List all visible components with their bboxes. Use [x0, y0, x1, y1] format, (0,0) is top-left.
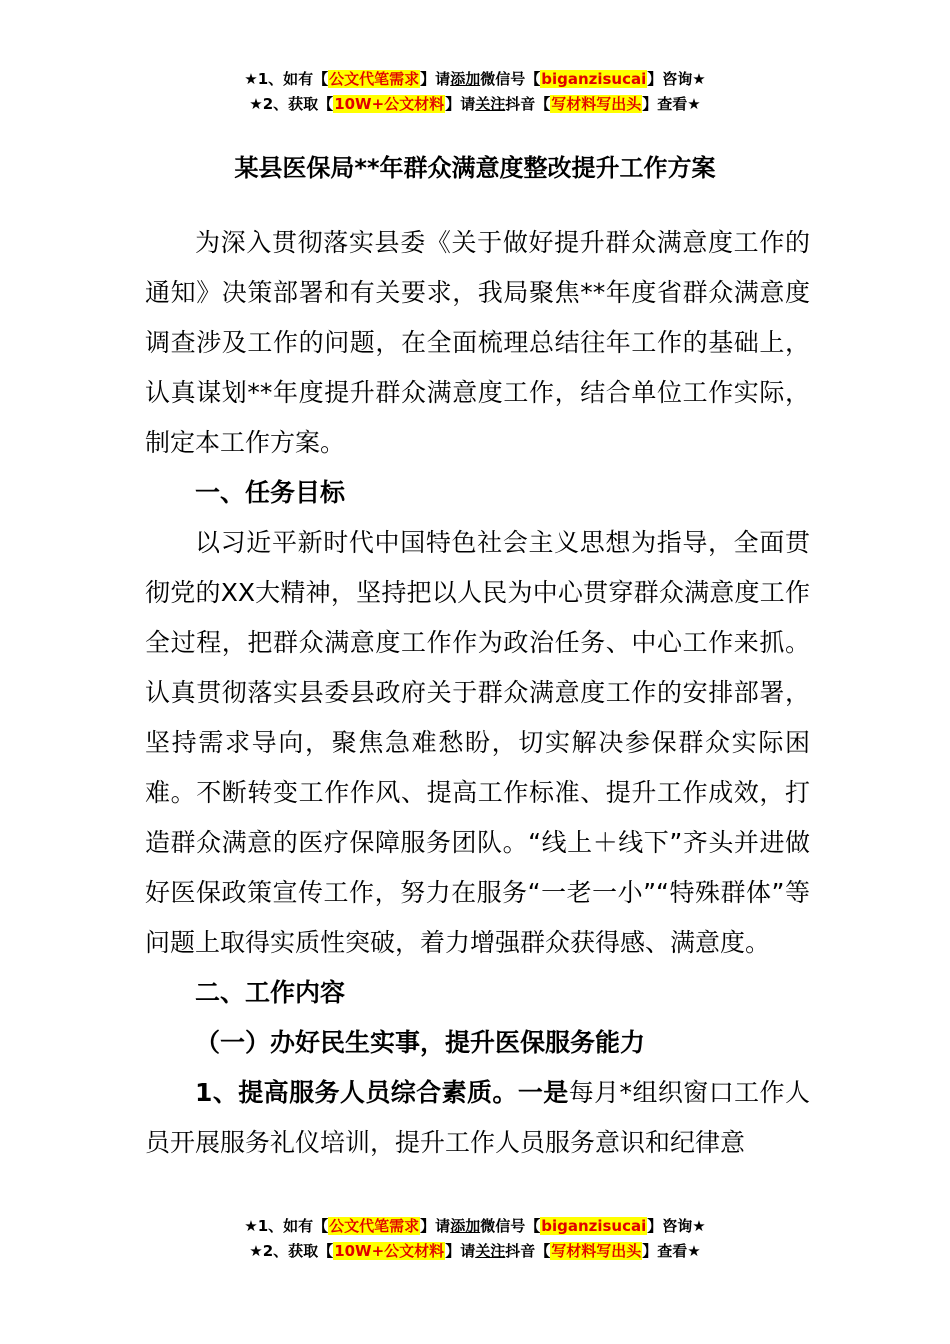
banner-highlight: 公文代笔需求 — [329, 70, 420, 88]
banner-text: 微信号【 — [480, 1217, 541, 1235]
banner-text: 抖音【 — [505, 95, 551, 113]
banner-highlight: 写材料写出头 — [551, 1242, 642, 1260]
item-lead: 1、提高服务人员综合素质。 — [195, 1078, 518, 1107]
banner-text: 】请 — [445, 1242, 476, 1260]
banner-text: 抖音【 — [505, 1242, 551, 1260]
intro-paragraph: 为深入贯彻落实县委《关于做好提升群众满意度工作的通知》决策部署和有关要求，我局聚焦**年度省群众满意度调查涉及工作的问题，在全面梳理总结往年工作的基础上，认真谋划**年度提升群众满意度工作，结合单位工作实际，制定本工作方案。 — [145, 228, 810, 457]
banner-text: 】请 — [420, 70, 451, 88]
banner-underline: 添加 — [450, 1217, 481, 1235]
banner-text: 】咨询★ — [647, 1217, 706, 1235]
subsection-heading: （一）办好民生实事，提升医保服务能力 — [195, 1028, 646, 1057]
header-banner — [0, 67, 950, 117]
banner-line-2 — [0, 1239, 950, 1264]
banner-highlight: biganzisucai — [541, 1217, 647, 1235]
banner-highlight: biganzisucai — [541, 70, 647, 88]
section-heading: 一、任务目标 — [195, 478, 346, 507]
banner-text: 】查看★ — [642, 95, 701, 113]
footer-banner — [0, 1214, 950, 1264]
item-marker: 一是 — [517, 1078, 569, 1107]
banner-text: 】请 — [420, 1217, 451, 1235]
section-heading: 二、工作内容 — [195, 978, 346, 1007]
document-title: 某县医保局**年群众满意度整改提升工作方案 — [234, 154, 716, 182]
banner-text: ★2、获取【 — [249, 95, 334, 113]
banner-highlight: 10W+公文材料 — [334, 1242, 445, 1260]
banner-highlight: 公文代笔需求 — [329, 1217, 420, 1235]
banner-line-2 — [0, 92, 950, 117]
banner-text: 】请 — [445, 95, 476, 113]
banner-highlight: 10W+公文材料 — [334, 95, 445, 113]
document-body — [145, 218, 810, 1168]
banner-text: ★2、获取【 — [249, 1242, 334, 1260]
section-paragraph: 以习近平新时代中国特色社会主义思想为指导，全面贯彻党的XX大精神，坚持把以人民为中心贯穿群众满意度工作全过程，把群众满意度工作作为政治任务、中心工作来抓。认真贯彻落实县委县政府关于群众满意度工作的安排部署，坚持需求导向，聚焦急难愁盼，切实解决参保群众实际困难。不断转变工作作风、提高工作标准、提升工作成效，打造群众满意的医疗保障服务团队。“线上＋线下”齐头并进做好医保政策宣传工作，努力在服务“一老一小”“特殊群体”等问题上取得实质性突破，着力增强群众获得感、满意度。 — [145, 528, 810, 957]
banner-text: ★1、如有【 — [244, 1217, 329, 1235]
banner-text: ★1、如有【 — [244, 70, 329, 88]
item-paragraph — [145, 1068, 810, 1168]
banner-underline: 关注 — [475, 95, 506, 113]
banner-text: 微信号【 — [480, 70, 541, 88]
banner-line-1 — [0, 1214, 950, 1239]
item-text: 每月*组织窗口工作人员开展服务礼仪培训，提升工作人员服务意识和纪律意 — [145, 1078, 810, 1157]
banner-text: 】查看★ — [642, 1242, 701, 1260]
banner-highlight: 写材料写出头 — [551, 95, 642, 113]
banner-text: 】咨询★ — [647, 70, 706, 88]
banner-line-1 — [0, 67, 950, 92]
banner-underline: 关注 — [475, 1242, 506, 1260]
banner-underline: 添加 — [450, 70, 481, 88]
